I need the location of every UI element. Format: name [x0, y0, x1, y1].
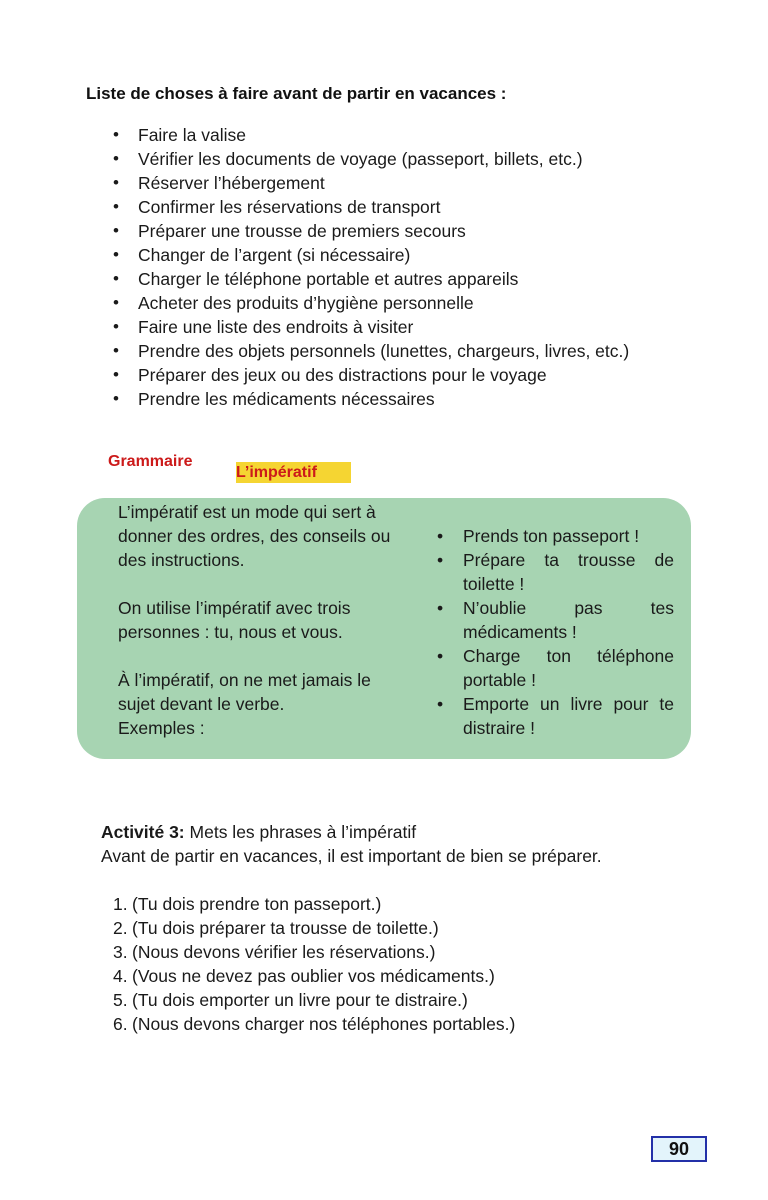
list-item: • Faire la valise [113, 123, 675, 147]
examples-label: Exemples : [118, 718, 205, 738]
sentence-item [113, 988, 515, 1012]
example-item: • Charge ton téléphone portable ! [437, 644, 674, 692]
sentence-text: (Nous devons charger nos téléphones portables.) [132, 1014, 516, 1034]
activity-title: Activité 3: [101, 822, 185, 842]
example-item: • Emporte un livre pour te distraire ! [437, 692, 674, 740]
activity-sentences [113, 892, 515, 1036]
sentence-item [113, 916, 515, 940]
explanation-paragraph: On utilise l’impératif avec trois personnes : tu, nous et vous. [118, 598, 351, 642]
activity-instruction: Mets les phrases à l’impératif [189, 822, 417, 842]
sentence-item [113, 964, 515, 988]
sentence-text: (Vous ne devez pas oublier vos médicaments.) [132, 966, 495, 986]
list-item: • Charger le téléphone portable et autres appareils [113, 267, 675, 291]
list-item: • Vérifier les documents de voyage (passeport, billets, etc.) [113, 147, 675, 171]
sentence-text: (Tu dois prendre ton passeport.) [132, 894, 382, 914]
sentence-number: 2. [113, 918, 128, 938]
list-item: • Prendre des objets personnels (lunettes, chargeurs, livres, etc.) [113, 339, 675, 363]
sentence-item [113, 1012, 515, 1036]
example-item: • N’oublie pas tes médicaments ! [437, 596, 674, 644]
sentence-text: (Tu dois emporter un livre pour te distraire.) [132, 990, 468, 1010]
list-item: • Réserver l’hébergement [113, 171, 675, 195]
page-number: 90 [651, 1136, 707, 1162]
activity-intro: Avant de partir en vacances, il est important de bien se préparer. [101, 846, 602, 866]
list-item: • Préparer des jeux ou des distractions pour le voyage [113, 363, 675, 387]
grammar-explanation [118, 500, 408, 740]
explanation-paragraph: L’impératif est un mode qui sert à donner des ordres, des conseils ou des instructions. [118, 502, 391, 570]
activity-header [101, 820, 681, 868]
sentence-number: 3. [113, 942, 128, 962]
list-item: • Acheter des produits d’hygiène personnelle [113, 291, 675, 315]
grammar-examples [437, 524, 674, 740]
activity-title-line [101, 820, 681, 844]
sentence-item [113, 940, 515, 964]
checklist-heading: Liste de choses à faire avant de partir en vacances : [86, 84, 507, 103]
checklist [113, 123, 675, 411]
list-item: • Prendre les médicaments nécessaires [113, 387, 675, 411]
sentence-text: (Nous devons vérifier les réservations.) [132, 942, 436, 962]
list-item: • Faire une liste des endroits à visiter [113, 315, 675, 339]
list-item: • Changer de l’argent (si nécessaire) [113, 243, 675, 267]
sentence-item [113, 892, 515, 916]
sentence-text: (Tu dois préparer ta trousse de toilette.) [132, 918, 439, 938]
grammar-section-label: Grammaire [108, 453, 193, 470]
list-item: • Préparer une trousse de premiers secours [113, 219, 675, 243]
sentence-number: 4. [113, 966, 128, 986]
sentence-number: 5. [113, 990, 128, 1010]
sentence-number: 6. [113, 1014, 128, 1034]
sentence-number: 1. [113, 894, 128, 914]
example-item: • Prends ton passeport ! [437, 524, 674, 548]
example-item: • Prépare ta trousse de toilette ! [437, 548, 674, 596]
grammar-topic-highlight: L’impératif [236, 462, 351, 483]
list-item: • Confirmer les réservations de transport [113, 195, 675, 219]
explanation-paragraph: À l’impératif, on ne met jamais le sujet devant le verbe. [118, 670, 371, 714]
